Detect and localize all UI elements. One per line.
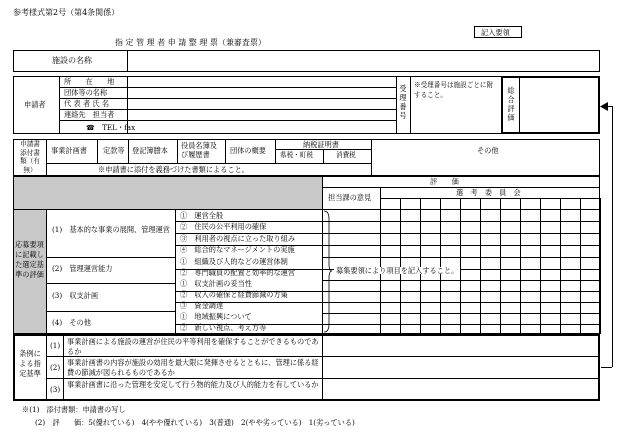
ordinance-row-2-num: (2) (50, 363, 61, 372)
doc-col-tax-local: 県税・町税 (280, 151, 313, 159)
grid-hline (322, 313, 600, 314)
footnote-1: ※(1) 添付書類：申請書の写し (22, 405, 126, 414)
brace-note: 募集要領により項目を記入すること。 (336, 266, 459, 275)
grid-hline (322, 302, 600, 303)
applicant-address-label: 所 在 地 (64, 77, 115, 86)
overall-eval-label: 総合評価 (507, 86, 515, 122)
applicant-label: 申請者 (24, 100, 46, 109)
eval-item-1-2: ② 住民の公平利用の確保 (180, 222, 267, 231)
applicant-org-label: 団体等の名称 (64, 88, 108, 97)
form-number: 参考様式第2号（第4条関係） (13, 8, 120, 17)
doc-col-plan: 事業計画書 (51, 146, 87, 155)
eval-item-1-4: ④ 総合的なマネージメントの実施 (180, 245, 295, 254)
ordinance-row-1-text: 事業計画による施設の運営が住民の平等利用を確保することができるものであるか (67, 337, 319, 356)
ordinance-label: 条例による指定基準 (19, 349, 41, 378)
eval-category-4: (4) その他 (52, 318, 91, 327)
grid-hline (322, 257, 600, 258)
eval-side-label: 応募要項に記載した選定基準の評価 (15, 240, 44, 279)
ordinance-row-1-num: (1) (50, 341, 61, 350)
doc-col-registry: 登記簿謄本 (132, 146, 168, 155)
applicant-input-area[interactable] (129, 78, 394, 132)
grid-hline (322, 291, 600, 292)
grid-hline (322, 324, 600, 325)
overall-eval-field[interactable] (521, 78, 598, 132)
applicant-rep-label: 代 表 者 氏 名 (64, 99, 110, 108)
ordinance-row-3-num: (3) (50, 385, 61, 394)
grid-hline (322, 280, 600, 281)
eval-item-2-1: ① 組織及び人的などの運営体制 (180, 257, 288, 266)
eval-category-1: (1) 基本的な事業の展開、管理運営 (52, 225, 170, 234)
ordinance-row-2-text: 事業計画書の内容が施設の効用を最大限に発揮させるとともに、管理に係る経費の節減が図られるものであるか (67, 358, 319, 377)
eval-category-3: (3) 収支計画 (52, 291, 99, 300)
grid-hline (322, 233, 600, 234)
notes-button[interactable] (474, 26, 522, 38)
notes-button-label: 記入要領 (481, 28, 510, 37)
applicant-contact-label: 連絡先 担当者 (64, 110, 115, 119)
doc-col-tax: 納税証明書 (303, 140, 339, 149)
grid-hline (322, 245, 600, 246)
docs-note: ※申請書に添付を義務づけた書類によること。 (98, 165, 249, 174)
eval-item-1-1: ① 運営全般 (180, 211, 224, 220)
grid-hline (322, 221, 600, 222)
doc-col-tax-consumption: 消費税 (336, 151, 356, 159)
doc-col-articles: 定款等 (103, 146, 125, 155)
arrow-head-icon (600, 102, 608, 111)
arrow-line-bottom (601, 367, 612, 368)
form-title: 指 定 管 理 者 申 請 整 理 票（兼審査票） (115, 38, 266, 47)
eval-category-2: (2) 管理運営能力 (52, 264, 113, 273)
committee-header: 選 考 委 員 会 (456, 188, 521, 197)
receipt-note: ※受理番号は施設ごとに附すること。 (414, 81, 494, 99)
eval-item-2-2: ② 専門職員の配置と効率的な運営 (180, 268, 296, 277)
eval-item-3-3: ③ 資金調達 (180, 301, 224, 310)
applicant-tel-label: ☎ TEL・fax (86, 123, 136, 132)
grid-vline (600, 198, 601, 334)
grid-hline (322, 209, 600, 210)
ordinance-eval-field[interactable] (324, 336, 598, 399)
eval-item-3-1: ① 収支計画の妥当性 (180, 279, 252, 288)
eval-item-1-3: ③ 利用者の視点に立った取り組み (180, 234, 296, 243)
receipt-number-label: 受理番号 (399, 84, 407, 120)
eval-item-3-2: ② 収入の確保と経費節減の方策 (180, 290, 288, 299)
eval-item-4-2: ② 新しい視点、考え方等 (180, 323, 267, 332)
arrow-line-vertical (612, 106, 613, 367)
facility-name-label: 施設の名称 (52, 56, 92, 65)
doc-col-officers: 役員名簿及び履歴書 (181, 141, 217, 159)
facility-name-field[interactable] (130, 52, 598, 70)
ordinance-row-3-text: 事業計画書に沿った管理を安定して行う物的能力及び人的能力を有しているか (67, 380, 319, 389)
footnote-2: (2) 評 価：5(優れている) 4(やや優れている) 3(普通) 2(やや劣っている) 1(劣っている) (35, 418, 355, 427)
dept-opinion-header: 担当課の意見 (328, 193, 372, 202)
brace-icon (323, 209, 333, 334)
doc-col-overview: 団体の概要 (230, 146, 266, 155)
eval-item-4-1: ① 地域振興について (180, 312, 252, 321)
eval-header: 評 価 (430, 177, 459, 186)
docs-label: 申請書添付書類（有無） (20, 140, 40, 174)
doc-col-other: その他 (477, 146, 499, 155)
